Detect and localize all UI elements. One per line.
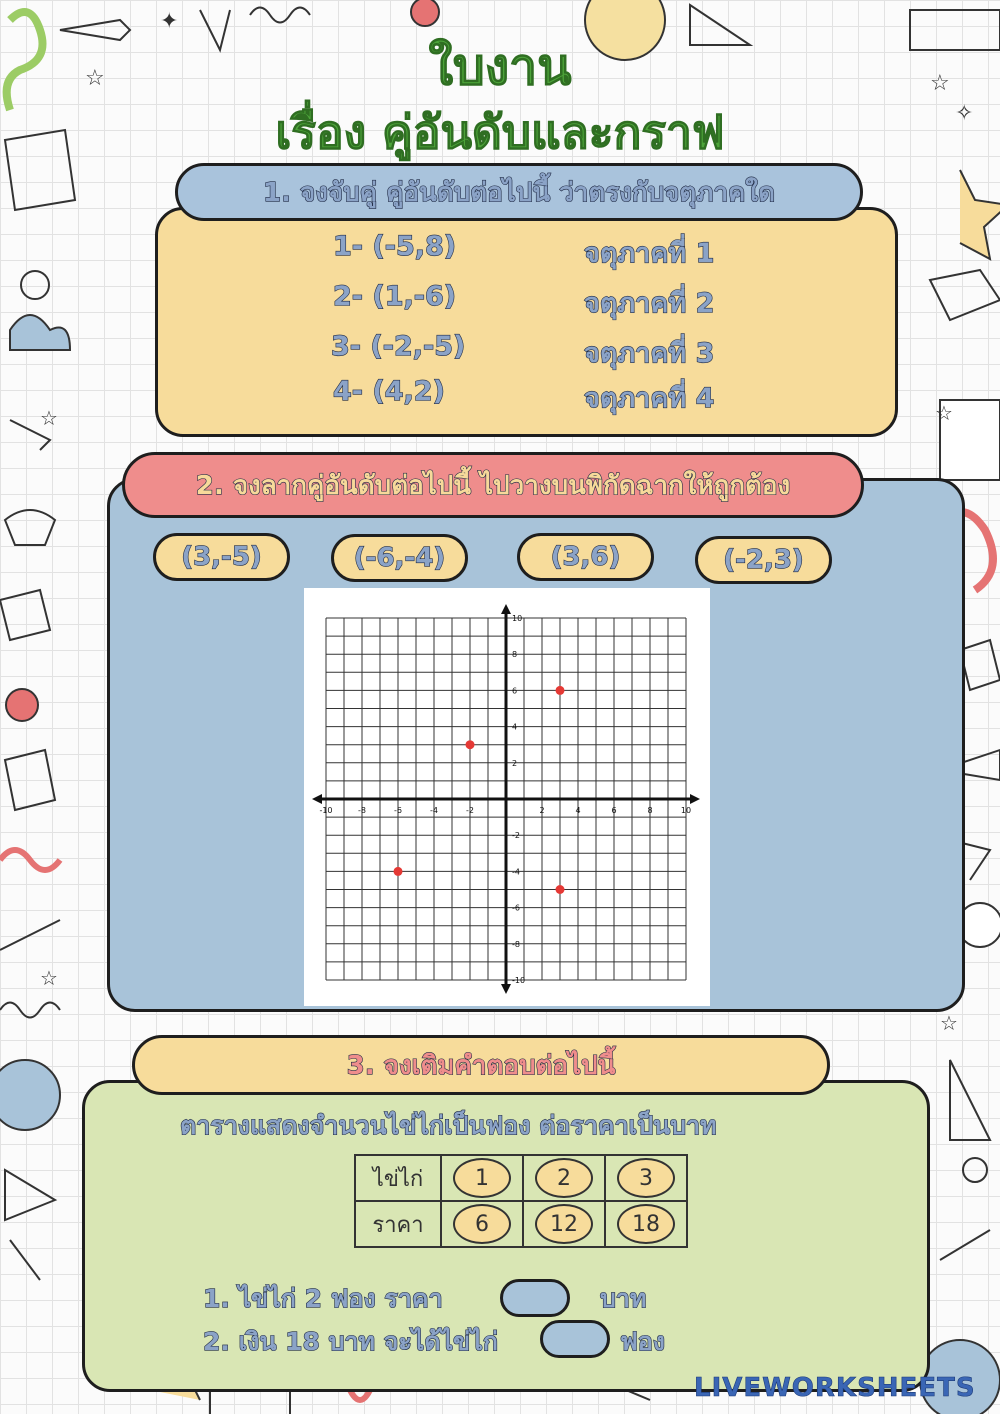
question-2-unit: ฟอง xyxy=(620,1327,665,1356)
y-tick-label: 8 xyxy=(512,650,518,660)
x-tick-label: -4 xyxy=(430,806,438,815)
y-tick-label: 10 xyxy=(512,614,523,623)
chip-label: (-2,3) xyxy=(723,545,804,575)
svg-text:☆: ☆ xyxy=(930,71,950,96)
y-tick-label: 4 xyxy=(512,722,518,732)
egg-price-table xyxy=(354,1154,688,1248)
pair-item[interactable]: 1- (-5,8) xyxy=(333,231,457,262)
y-axis-arrow-up xyxy=(501,604,511,614)
section1-heading-text: 1. จงจับคู่ คู่อันดับต่อไปนี้ ว่าตรงกับจตุภาคใด xyxy=(262,177,776,208)
question-1-unit: บาท xyxy=(600,1284,647,1313)
pair-item[interactable]: 2- (1,-6) xyxy=(333,281,457,312)
y-tick-label: 6 xyxy=(512,686,518,696)
svg-text:☆: ☆ xyxy=(40,406,58,430)
x-axis-arrow-left xyxy=(312,794,322,804)
table-title: ตารางแสดงจำนวนไข่ไก่เป็นฟอง ต่อราคาเป็นบาท xyxy=(180,1111,717,1140)
egg-count-cell: 3 xyxy=(617,1158,675,1198)
question-2: 2. เงิน 18 บาท จะได้ไข่ไก่ xyxy=(203,1327,498,1356)
quadrant-item[interactable]: จตุภาคที่ 1 xyxy=(584,238,715,269)
draggable-chip[interactable] xyxy=(331,534,468,582)
quadrant-item[interactable]: จตุภาคที่ 4 xyxy=(584,383,715,414)
plotted-point xyxy=(556,686,565,695)
liveworksheets-logo: LIVEWORKSHEETS xyxy=(694,1373,976,1403)
x-tick-label: 10 xyxy=(680,806,692,815)
y-tick-label: 2 xyxy=(512,758,518,768)
plotted-point xyxy=(556,885,565,894)
x-tick-label: 2 xyxy=(539,806,545,815)
coordinate-plane-svg xyxy=(304,588,710,1006)
egg-count-cell: 1 xyxy=(453,1158,511,1198)
chip-label: (-6,-4) xyxy=(353,543,446,573)
coordinate-plane[interactable] xyxy=(304,588,710,1006)
y-tick-label: -4 xyxy=(512,867,520,877)
svg-text:✧: ✧ xyxy=(955,101,974,126)
section3-heading-text: 3. จงเติมคำตอบต่อไปนี้ xyxy=(346,1050,616,1081)
price-cell: 12 xyxy=(535,1204,593,1244)
x-tick-label: 4 xyxy=(575,806,581,815)
draggable-chip[interactable] xyxy=(695,536,832,584)
plotted-point xyxy=(394,867,403,876)
section2-heading-text: 2. จงลากคู่อันดับต่อไปนี้ ไปวางบนพิกัดฉากให้ถูกต้อง xyxy=(195,470,791,501)
chip-label: (3,6) xyxy=(550,542,621,572)
x-tick-label: 6 xyxy=(611,806,617,815)
answer-input-2[interactable] xyxy=(540,1320,610,1358)
y-tick-label: -8 xyxy=(512,939,520,949)
quadrant-item[interactable]: จตุภาคที่ 3 xyxy=(584,338,715,369)
plotted-point xyxy=(466,740,475,749)
x-tick-label: -10 xyxy=(319,806,333,815)
y-tick-label: -6 xyxy=(512,903,520,913)
section3-heading xyxy=(132,1035,830,1095)
x-tick-label: -8 xyxy=(358,806,366,815)
draggable-chip[interactable] xyxy=(153,533,290,581)
egg-count-cell: 2 xyxy=(535,1158,593,1198)
x-tick-label: 8 xyxy=(647,806,653,815)
chip-label: (3,-5) xyxy=(181,542,262,572)
answer-input-1[interactable] xyxy=(500,1279,570,1317)
y-tick-label: -10 xyxy=(512,976,526,985)
svg-text:☆: ☆ xyxy=(935,401,953,425)
y-tick-label: -2 xyxy=(512,831,520,841)
price-cell: 18 xyxy=(617,1204,675,1244)
question-1: 1. ไข่ไก่ 2 ฟอง ราคา xyxy=(203,1284,443,1313)
section1-heading xyxy=(175,163,863,221)
x-axis-arrow-right xyxy=(690,794,700,804)
pair-item[interactable]: 4- (4,2) xyxy=(333,376,445,407)
y-axis-arrow-down xyxy=(501,984,511,994)
section2-heading xyxy=(122,452,864,518)
quadrant-item[interactable]: จตุภาคที่ 2 xyxy=(584,288,715,319)
svg-text:☆: ☆ xyxy=(40,966,58,990)
price-cell: 6 xyxy=(453,1204,511,1244)
worksheet-subtitle: เรื่อง คู่อันดับและกราฟ xyxy=(275,105,725,159)
svg-text:☆: ☆ xyxy=(85,66,105,91)
section1-panel xyxy=(155,207,898,437)
x-tick-label: -2 xyxy=(466,806,474,815)
row-label-eggs: ไข่ไก่ xyxy=(355,1155,441,1201)
draggable-chip[interactable] xyxy=(517,533,654,581)
svg-text:✦: ✦ xyxy=(160,9,179,34)
worksheet-title: ใบงาน xyxy=(428,38,572,96)
pair-item[interactable]: 3- (-2,-5) xyxy=(331,331,466,362)
x-tick-label: -6 xyxy=(394,806,402,815)
svg-text:☆: ☆ xyxy=(940,1011,958,1035)
row-label-price: ราคา xyxy=(355,1201,441,1247)
